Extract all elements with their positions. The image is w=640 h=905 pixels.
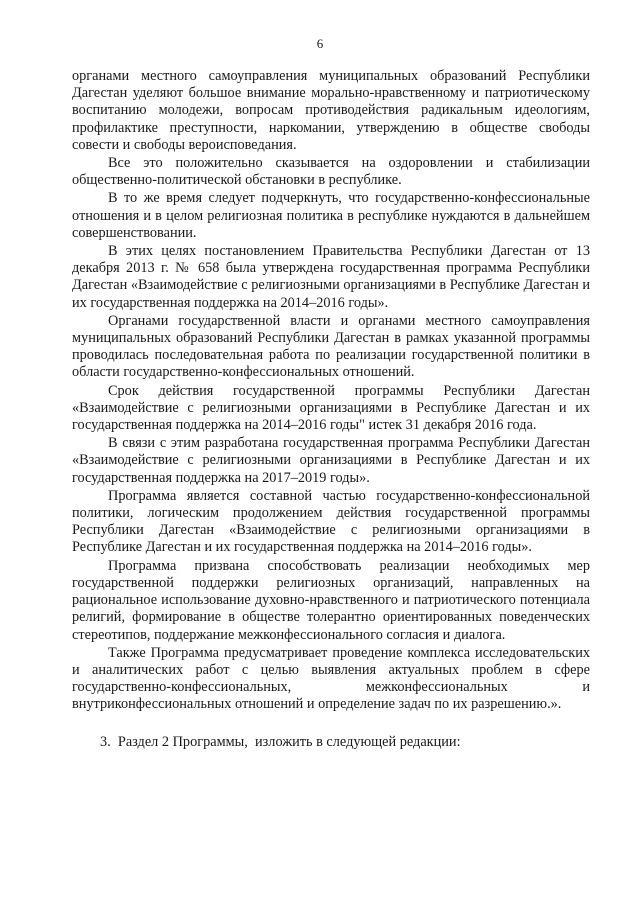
paragraph-5: Органами государственной власти и органами местного самоуправления муниципальных образований Республики Дагестан в рамках указанной программы проводилась последовательная работа по реализации государственной политики в области государственно-конфессиональных отношений.: [72, 312, 590, 381]
document-body: [72, 68, 590, 751]
page-number: 6: [316, 36, 324, 51]
paragraph-3: В то же время следует подчеркнуть, что государственно-конфессиональные отношения и в целом религиозная политика в республике нуждаются в дальнейшем совершенствовании.: [72, 190, 590, 241]
list-item-3: 3. Раздел 2 Программы, изложить в следующей редакции:: [100, 733, 461, 750]
paragraph-10: Также Программа предусматривает проведение комплекса исследовательских и аналитических работ с целью выявления актуальных проблем в сфере государственно-конфессиональных, межконфессиональных и внутриконфессиональных отношений и определение задач по их разрешению.».: [72, 644, 590, 713]
paragraph-4: В этих целях постановлением Правительства Республики Дагестан от 13 декабря 2013 г. № 658 была утверждена государственная программа Республики Дагестан «Взаимодействие с религиозными организациями в Республике Дагестан и их государственная поддержка на 2014–2016 годы».: [72, 243, 590, 311]
paragraph-1: органами местного самоуправления муниципальных образований Республики Дагестан уделяют большое внимание морально-нравственному и патриотическому воспитанию молодежи, вопросам противодействия радикальным идеологиям, профилактике преступности, наркомании, утверждению в обществе свободы совести и свободы вероисповедания.: [72, 68, 590, 153]
paragraph-6: Срок действия государственной программы Республики Дагестан «Взаимодействие с религиозными организациями в Республике Дагестан и их государственная поддержка на 2014–2016 годы" истек 31 декабря 2016 года.: [72, 382, 590, 434]
paragraph-7: В связи с этим разработана государственная программа Республики Дагестан «Взаимодействие с религиозными организациями в Республике Дагестан и их государственная поддержка на 2017–2019 годы».: [72, 435, 590, 486]
paragraph-9: Программа призвана способствовать реализации необходимых мер государственной поддержки религиозных организаций, направленных на рациональное использование духовно-нравственного и патриотического потенциала религий, формирование в обществе толерантно ориентированных поведенческих стереотипов, поддержание межконфессионального согласия и диалога.: [72, 557, 590, 643]
paragraph-2: Все это положительно сказывается на оздоровлении и стабилизации общественно-политической обстановки в республике.: [72, 155, 590, 189]
paragraph-8: Программа является составной частью государственно-конфессиональной политики, логическим продолжением действия государственной программы Республики Дагестан «Взаимодействие с религиозными организациями в Республике Дагестан и их государственная поддержка на 2014–2016 годы».: [72, 487, 590, 556]
